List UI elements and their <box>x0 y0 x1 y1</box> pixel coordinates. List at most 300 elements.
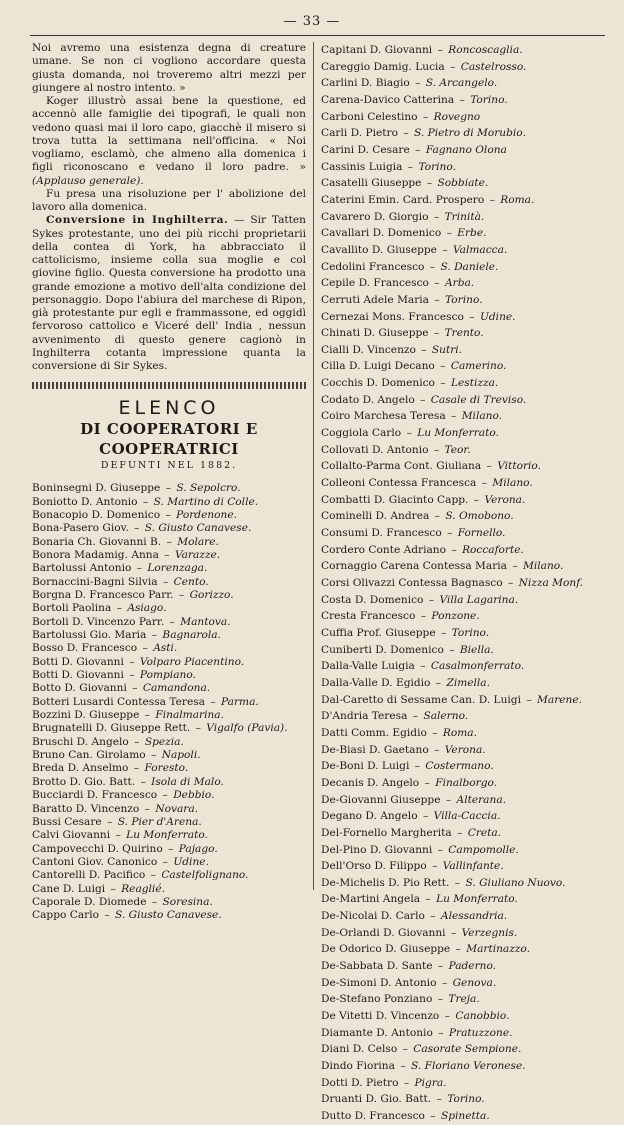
separator-dash: – <box>432 676 445 689</box>
cooperator-list-left <box>32 482 306 922</box>
cooperator-name: Bonora Madamig. Anna <box>32 548 159 561</box>
article-paragraph <box>32 188 306 215</box>
separator-dash: – <box>438 243 451 256</box>
list-item <box>321 242 606 259</box>
cooperator-name: Bartolussi Gio. Maria <box>32 629 147 642</box>
cooperator-name: Botti D. Giovanni <box>32 655 124 668</box>
cooperator-name: Caterini Emin. Card. Prospero <box>321 193 485 206</box>
cooperator-place: Reaglié. <box>121 882 165 895</box>
cooperator-name: Del-Pino D. Giovanni <box>321 843 433 856</box>
list-item <box>321 175 606 192</box>
cooperator-name: De-Boni D. Luigi <box>321 760 410 773</box>
separator-dash: – <box>428 860 441 873</box>
separator-dash: – <box>399 1043 412 1056</box>
list-item <box>321 392 606 409</box>
cooperator-name: Dutto D. Francesco <box>321 1110 425 1122</box>
cooperator-name: Caporale D. Diomede <box>32 895 147 908</box>
cooperator-name: Dalla-Valle D. Egidio <box>321 676 431 689</box>
separator-dash: – <box>470 493 483 506</box>
cooperator-name: Coggiola Carlo <box>321 427 402 440</box>
list-item <box>321 209 606 226</box>
cooperator-place: Asiago. <box>127 602 167 615</box>
cooperator-name: Collovati D. Antonio <box>321 443 429 456</box>
dotted-separator <box>32 382 306 389</box>
list-item <box>32 496 306 509</box>
list-item <box>321 925 606 942</box>
cooperator-place: Campomolle. <box>448 843 519 856</box>
list-item <box>321 442 606 459</box>
separator-dash: – <box>107 882 120 895</box>
cooperator-place: Milano. <box>492 477 533 490</box>
separator-dash: – <box>431 510 444 523</box>
article-paragraph <box>32 42 306 95</box>
cooperator-place: Pompiano. <box>139 669 196 682</box>
cooperator-place: S. Martino di Colle. <box>153 495 259 508</box>
cooperator-name: De-Nicolai D. Carlo <box>321 910 425 923</box>
cooperator-place: Pigra. <box>414 1076 447 1089</box>
separator-dash: – <box>433 1093 446 1106</box>
separator-dash: – <box>428 726 441 739</box>
cooperator-place: Casorate Sempione. <box>413 1043 522 1056</box>
cooperator-name: Diani D. Celso <box>321 1043 398 1056</box>
list-item <box>321 1008 606 1025</box>
list-item <box>321 375 606 392</box>
separator-dash: – <box>148 895 161 908</box>
cooperator-name: Dalla-Valle Luigia <box>321 660 415 673</box>
cooperator-place: Verona. <box>444 743 486 756</box>
cooperator-place: Gorizzo. <box>189 589 234 601</box>
list-item <box>321 908 606 925</box>
cooperator-name: De Odorico D. Giuseppe <box>321 943 451 956</box>
list-item <box>321 941 606 958</box>
separator-dash: – <box>445 643 458 656</box>
separator-dash: – <box>419 810 432 823</box>
cooperator-name: Cernezai Mons. Francesco <box>321 310 464 323</box>
list-item <box>321 275 606 292</box>
list-item <box>321 408 606 425</box>
separator-dash: – <box>113 602 126 615</box>
cooperator-place: Nizza Monf. <box>518 577 584 589</box>
cooperator-name: Bonacopio D. Domenico <box>32 508 161 521</box>
conversion-heading: Conversione in Inghilterra. <box>46 214 229 227</box>
cooperator-place: Bagnarola. <box>162 629 221 642</box>
separator-dash: – <box>436 360 449 373</box>
cooperator-place: Erbe. <box>457 227 487 240</box>
separator-dash: – <box>465 310 478 323</box>
cooperator-place: Pordenone. <box>176 508 237 521</box>
cooperator-place: Vigalfo (Pavia). <box>206 722 288 735</box>
separator-dash: – <box>137 775 150 788</box>
cooperator-place: Camerino. <box>450 360 507 373</box>
cooperator-place: Foresto. <box>144 762 189 775</box>
cooperator-name: Carli D. Pietro <box>321 127 398 140</box>
cooperator-name: Cornaggio Carena Contessa Maria <box>321 560 507 573</box>
cooperator-place: Asti. <box>153 642 178 655</box>
separator-dash: – <box>141 802 154 815</box>
list-item <box>321 558 606 575</box>
cooperator-name: Bona-Pasero Giov. <box>32 522 129 535</box>
cooperator-place: Treja. <box>448 993 480 1006</box>
cooperator-name: Capitani D. Giovanni <box>321 44 433 56</box>
list-item <box>321 625 606 642</box>
list-item <box>321 159 606 176</box>
cooperator-name: Brugnatelli D. Giuseppe Rett. <box>32 722 191 735</box>
cooperator-place: Costermano. <box>425 760 494 773</box>
separator-dash: – <box>430 277 443 290</box>
separator-dash: – <box>434 960 447 973</box>
list-item <box>32 869 306 882</box>
list-item <box>321 1025 606 1042</box>
cooperator-name: Cresta Francesco <box>321 610 416 623</box>
list-item <box>321 225 606 242</box>
cooperator-name: De-Biasi D. Gaetano <box>321 743 429 756</box>
cooperator-name: De-Sabbata D. Sante <box>321 960 433 973</box>
cooperator-name: Bosso D. Francesco <box>32 642 138 655</box>
cooperator-name: Bussi Cesare <box>32 815 102 828</box>
cooperator-name: Bruno Can. Girolamo <box>32 749 146 762</box>
article-paragraph <box>32 95 306 188</box>
cooperator-name: Cominelli D. Andrea <box>321 510 430 523</box>
cooperator-place: Alessandria. <box>440 910 508 923</box>
list-item <box>321 975 606 992</box>
cooperator-name: Bozzini D. Giuseppe <box>32 709 140 722</box>
paragraph-text: Koger illustrò assai bene la questione, ed accennò alle famiglie dei tipografi, le quali non vedono quasi mai il loro capo, giacchè il misero si trova tutta la settimana nell'officina. « Noi vogliamo, esclamò, che almeno alla domenica i figli riconoscano e vedano il loro padre. » <box>32 95 306 174</box>
list-item <box>32 696 306 709</box>
cooperator-name: De-Orlandi D. Giovanni <box>321 926 446 939</box>
cooperator-name: Degano D. Angelo <box>321 810 418 823</box>
cooperator-name: Bartolussi Antonio <box>32 562 132 575</box>
cooperator-place: Volparo Piacentino. <box>139 655 245 668</box>
paragraph-text: Noi avremo una esistenza degna di creature umane. Se non ci vogliono accordare questa giusta domanda, noi troveremo altri mezzi per giungere al nostro intento. » <box>32 42 306 94</box>
cooperator-name: Cavallari D. Domenico <box>321 227 442 240</box>
separator-dash: – <box>192 722 205 735</box>
list-item <box>32 829 306 842</box>
list-item <box>32 896 306 909</box>
cooperator-list-right <box>321 42 606 1125</box>
list-item <box>321 991 606 1008</box>
cooperator-place: Novara. <box>155 802 199 815</box>
cooperator-place: Trinità. <box>444 210 485 223</box>
list-item <box>321 475 606 492</box>
cooperator-place: Isola di Malo. <box>151 775 224 788</box>
cooperator-name: Dotti D. Pietro <box>321 1076 399 1089</box>
separator-dash: – <box>434 843 447 856</box>
cooperator-name: Calvi Giovanni <box>32 829 111 842</box>
page-number: — 33 — <box>283 14 341 29</box>
separator-dash: – <box>147 869 160 882</box>
cooperator-name: Bruschi D. Angelo <box>32 735 129 748</box>
list-item <box>32 722 306 735</box>
separator-dash: – <box>112 829 125 842</box>
cooperator-place: Torino. <box>470 93 508 106</box>
cooperator-name: Cordero Conte Adriano <box>321 543 447 556</box>
cooperator-place: Torino. <box>451 626 490 639</box>
separator-dash: – <box>100 909 114 922</box>
cooperator-name: Dal-Caretto di Sessame Can. D. Luigi <box>321 693 521 706</box>
list-item <box>321 575 606 592</box>
separator-dash: – <box>447 926 460 939</box>
cooperator-place: Verona. <box>484 493 526 506</box>
separator-dash: – <box>128 682 141 695</box>
cooperator-place: Torino. <box>445 293 483 306</box>
list-item <box>321 59 606 76</box>
cooperator-place: Valmacca. <box>453 243 508 256</box>
cooperator-place: Roccaforte. <box>462 543 524 556</box>
list-item <box>32 522 306 535</box>
cooperator-place: Roma. <box>500 193 535 206</box>
list-item <box>321 592 606 609</box>
separator-dash: – <box>159 855 172 868</box>
list-item <box>32 709 306 722</box>
cooperator-name: Decanis D. Angelo <box>321 776 420 789</box>
cooperator-name: De-Martini Angela <box>321 893 421 906</box>
separator-dash: – <box>436 377 449 390</box>
separator-dash: – <box>141 709 154 722</box>
separator-dash: – <box>409 710 422 723</box>
list-item <box>32 656 306 669</box>
separator-dash: – <box>426 910 439 923</box>
separator-dash: – <box>422 893 435 906</box>
separator-dash: – <box>139 495 152 508</box>
cooperator-name: Cavallito D. Giuseppe <box>321 243 437 256</box>
cooperator-name: Bucciardi D. Francesco <box>32 789 158 802</box>
separator-dash: – <box>400 1076 413 1089</box>
cooperator-place: Soresina. <box>162 895 213 908</box>
cooperator-place: S. Pier d'Arena. <box>117 815 202 828</box>
separator-dash: – <box>130 522 143 535</box>
cooperator-place: Lu Monferrato. <box>417 427 499 440</box>
list-item <box>32 482 306 495</box>
cooperator-name: Boninsegni D. Giuseppe <box>32 482 161 495</box>
list-item <box>32 629 306 642</box>
cooperator-place: Casalmonferrato. <box>430 660 525 673</box>
cooperator-place: Villa-Caccia. <box>433 810 501 823</box>
list-item <box>32 682 306 695</box>
list-item <box>32 576 306 589</box>
cooperator-name: Carboni Celestino <box>321 110 418 123</box>
cooperator-name: Botto D. Giovanni <box>32 682 127 695</box>
separator-dash: – <box>478 477 491 490</box>
list-item <box>321 725 606 742</box>
cooperator-place: Salerno. <box>423 710 469 723</box>
list-item <box>321 508 606 525</box>
cooperator-name: Carena-Davico Catterina <box>321 93 455 106</box>
list-item <box>321 658 606 675</box>
list-item <box>321 75 606 92</box>
left-column <box>32 42 306 923</box>
list-item <box>321 458 606 475</box>
cooperator-name: Cantorelli D. Pacifico <box>32 869 146 882</box>
column-divider <box>313 42 314 890</box>
cooperator-name: D'Andria Teresa <box>321 710 408 723</box>
list-item <box>32 509 306 522</box>
list-item <box>32 856 306 869</box>
list-item <box>321 325 606 342</box>
list-item <box>321 292 606 309</box>
list-item <box>321 259 606 276</box>
list-item <box>32 909 306 922</box>
cooperator-place: Teor. <box>444 443 471 456</box>
article-text <box>32 42 306 214</box>
separator-dash: – <box>438 976 451 989</box>
separator-dash: – <box>162 508 175 521</box>
separator-dash: – <box>159 789 172 802</box>
cooperator-place: Marene. <box>537 693 582 706</box>
list-item <box>32 616 306 629</box>
cooperator-name: Chinati D. Giuseppe <box>321 327 429 340</box>
separator-dash: – <box>442 793 455 806</box>
list-item <box>32 803 306 816</box>
list-item <box>321 792 606 809</box>
cooperator-name: De-Simoni D. Antonio <box>321 976 437 989</box>
cooperator-name: Dindo Fiorina <box>321 1060 395 1073</box>
cooperator-place: S. Daniele. <box>440 260 499 273</box>
cooperator-place: Rovegno <box>433 110 481 123</box>
separator-dash: – <box>446 60 459 73</box>
separator-dash: – <box>403 427 416 440</box>
separator-dash: – <box>416 393 429 406</box>
list-item <box>321 858 606 875</box>
cooperator-name: Datti Comm. Egidio <box>321 726 427 739</box>
separator-dash: – <box>421 776 434 789</box>
separator-dash: – <box>148 629 161 642</box>
cooperator-name: Botteri Lusardi Contessa Teresa <box>32 695 205 708</box>
cooperator-name: Cepile D. Francesco <box>321 277 429 290</box>
cooperator-place: Arba. <box>444 277 475 290</box>
list-item <box>321 42 606 59</box>
cooperator-place: S. Omobono. <box>445 510 514 523</box>
paragraph-italic-note: (Applauso generale). <box>32 174 144 187</box>
list-item <box>321 808 606 825</box>
separator-dash: – <box>486 193 499 206</box>
list-item <box>32 843 306 856</box>
cooperator-place: Biella. <box>459 643 494 656</box>
separator-dash: – <box>443 227 456 240</box>
cooperator-name: De-Michelis D. Pio Rett. <box>321 876 450 889</box>
cooperator-place: Verzegnis. <box>461 926 518 939</box>
cooperator-place: Sobbiate. <box>437 177 489 190</box>
list-item <box>321 958 606 975</box>
cooperator-name: Codato D. Angelo <box>321 393 415 406</box>
list-item <box>32 883 306 896</box>
separator-dash: – <box>159 575 172 588</box>
cooperator-place: Genova. <box>452 976 497 989</box>
separator-dash: – <box>448 543 461 556</box>
cooperator-name: Bornaccini-Bagni Silvia <box>32 575 158 588</box>
separator-dash: – <box>426 260 439 273</box>
separator-dash: – <box>430 743 443 756</box>
separator-dash: – <box>125 655 138 668</box>
list-item <box>32 602 306 615</box>
list-item <box>321 542 606 559</box>
cooperator-place: S. Floriano Veronese. <box>411 1060 526 1073</box>
cooperator-name: Del-Fornello Margherita <box>321 826 452 839</box>
paragraph-text: Fu presa una risoluzione per l' abolizione del lavoro alla domenica. <box>32 187 306 213</box>
header-rule <box>30 35 605 36</box>
cooperator-place: Fornello. <box>457 527 506 540</box>
cooperator-place: Pajago. <box>178 842 218 855</box>
list-item <box>321 342 606 359</box>
separator-dash: – <box>125 669 138 682</box>
separator-dash: – <box>419 110 432 123</box>
cooperator-place: S. Giuliano Nuovo. <box>465 876 566 889</box>
cooperator-name: Cuniberti D. Domenico <box>321 643 444 656</box>
cooperator-place: Lu Monferrato. <box>126 829 208 842</box>
cooperator-place: Cento. <box>173 575 209 588</box>
cooperator-name: De-Giovanni Giuseppe <box>321 793 441 806</box>
cooperator-place: Roncoscaglia. <box>448 44 523 56</box>
cooperator-place: Lestizza. <box>450 377 499 390</box>
separator-dash: – <box>130 762 143 775</box>
separator-dash: – <box>417 610 430 623</box>
list-item <box>321 1108 606 1125</box>
separator-dash: – <box>130 735 143 748</box>
list-item <box>321 875 606 892</box>
separator-dash: – <box>206 695 220 708</box>
cooperator-name: Careggio Damig. Lucia <box>321 60 445 73</box>
cooperator-name: Boniotto D. Antonio <box>32 495 138 508</box>
separator-dash: – <box>416 660 429 673</box>
separator-dash: – <box>423 177 436 190</box>
list-item <box>321 192 606 209</box>
cooperator-place: Varazze. <box>174 548 221 561</box>
cooperator-name: Colleoni Contessa Francesca <box>321 477 477 490</box>
cooperator-name: Breda D. Anselmo <box>32 762 129 775</box>
conversion-paragraph: Conversione in Inghilterra. — Sir Tatten Sykes protestante, uno dei più ricchi proprietarii della contea di York, ha abbracciato il cattolicismo, insieme colla sua moglie e col giovine figlio. Questa conversione ha prodotto una grande emozione a motivo dell'alta condizione del personaggio. Dopo l'abiura del marchese di Ripon, già protestante pur egli e frammassone, ed oggidì fervoroso cattolico e Viceré dell' India , nessun avvenimento di questo genere cagionò in Inghilterra cotanta impressione quanta la conversione di Sir Sykes. <box>32 214 306 372</box>
separator-dash: – <box>447 410 460 423</box>
cooperator-name: Campovecchi D. Quirino <box>32 842 163 855</box>
list-item <box>32 816 306 829</box>
cooperator-place: Torino. <box>418 160 456 173</box>
cooperator-name: Consumi D. Francesco <box>321 527 442 540</box>
cooperator-place: Sutri. <box>431 343 463 356</box>
list-item <box>32 762 306 775</box>
cooperator-name: Cavarero D. Giorgio <box>321 210 429 223</box>
list-subtitle: DI COOPERATORI E COOPERATRICI <box>80 420 258 459</box>
cooperator-place: Creta. <box>467 826 502 839</box>
list-item <box>321 842 606 859</box>
cooperator-name: De-Stefano Ponziano <box>321 993 433 1006</box>
separator-dash: – <box>133 562 146 575</box>
cooperator-place: Napoli. <box>161 749 201 762</box>
cooperator-place: Lu Monferrato. <box>436 893 518 906</box>
separator-dash: – <box>430 210 443 223</box>
cooperator-place: Pratuzzone. <box>448 1026 513 1039</box>
list-item <box>32 549 306 562</box>
list-item <box>321 1058 606 1075</box>
cooperator-place: Ponzone. <box>431 610 480 623</box>
list-item <box>321 92 606 109</box>
separator-dash: – <box>504 577 517 589</box>
separator-dash: – <box>396 1060 409 1073</box>
list-item <box>321 608 606 625</box>
cooperator-place: Lorenzaga. <box>147 562 208 575</box>
separator-dash: – <box>166 615 179 628</box>
cooperator-place: Trento. <box>444 327 484 340</box>
cooperator-name: Dell'Orso D. Filippo <box>321 860 427 873</box>
cooperator-name: Borgna D. Francesco Parr. <box>32 589 174 601</box>
cooperator-place: Paderno. <box>448 960 497 973</box>
cooperator-name: Cocchis D. Domenico <box>321 377 435 390</box>
list-item <box>32 749 306 762</box>
cooperator-place: Villa Lagarina. <box>439 593 519 606</box>
cooperator-name: Casatelli Giuseppe <box>321 177 422 190</box>
cooperator-place: S. Giusto Canavese. <box>115 909 222 922</box>
separator-dash: – <box>437 626 450 639</box>
list-item <box>321 891 606 908</box>
cooperator-name: Diamante D. Antonio <box>321 1026 433 1039</box>
separator-dash: – <box>441 1010 454 1023</box>
